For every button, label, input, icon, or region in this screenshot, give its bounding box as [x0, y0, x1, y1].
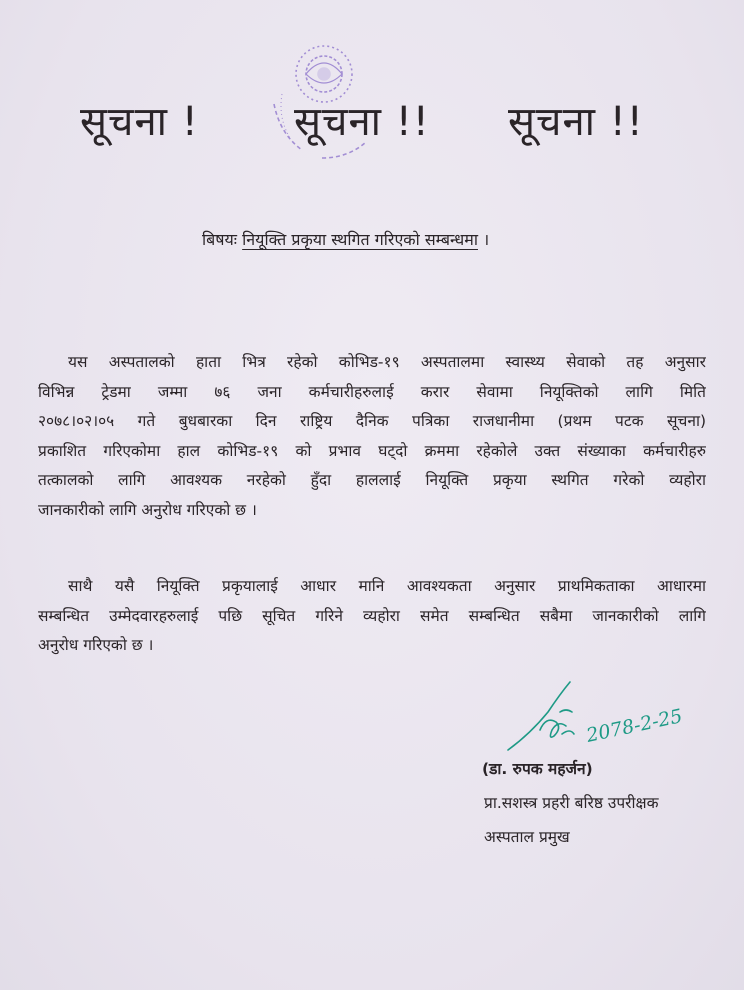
heading-notice-3: सूचना !! [508, 99, 644, 145]
heading-notice-2: सूचना !! [294, 99, 430, 145]
paragraph-line: विभिन्न ट्रेडमा जम्मा ७६ जना कर्मचारीहरुलाई करार सेवामा नियूक्तिको लागि मिति [38, 382, 706, 401]
paragraph-line: अनुरोध गरिएको छ । [38, 636, 154, 655]
subject-label: बिषयः [202, 230, 238, 249]
signatory-block [484, 752, 659, 854]
signatory-name: (डा. रुपक महर्जन) [482, 760, 593, 778]
paragraph-line: यस अस्पतालको हाता भित्र रहेको कोभिड-१९ अस्पतालमा स्वास्थ्य सेवाको तह अनुसार [68, 353, 706, 371]
paragraph-1 [38, 348, 706, 526]
paragraph-2 [38, 572, 706, 661]
paragraph-line: सम्बन्धित उम्मेदवारहरुलाई पछि सूचित गरिने व्यहोरा समेत सम्बन्धित सबैमा जानकारीको लागि [38, 606, 706, 625]
subject-end-mark: । [483, 230, 490, 249]
heading-notice-1: सूचना ! [80, 99, 199, 145]
handwritten-signature [500, 676, 710, 756]
subject-line [202, 228, 489, 250]
signatory-role: अस्पताल प्रमुख [484, 828, 570, 846]
signature-date: 2078-2-25 [584, 705, 685, 747]
paragraph-line: तत्कालको लागि आवश्यक नरहेको हुँदा हाललाई नियूक्ति प्रकृया स्थगित गरेको व्यहोरा [38, 471, 706, 490]
signatory-title: प्रा.सशस्त्र प्रहरी बरिष्ठ उपरीक्षक [484, 794, 659, 812]
paragraph-line: जानकारीको लागि अनुरोध गरिएको छ । [38, 500, 257, 519]
subject-text: नियूक्ति प्रकृया स्थगित गरिएको सम्बन्धमा [242, 230, 478, 249]
paragraph-line: प्रकाशित गरिएकोमा हाल कोभिड-१९ को प्रभाव घट्दो क्रममा रहेकोले उक्त संख्याका कर्मचारीहरु [38, 441, 706, 460]
paragraph-line: २०७८।०२।०५ गते बुधबारका दिन राष्ट्रिय दैनिक पत्रिका राजधानीमा (प्रथम पटक सूचना) [38, 412, 706, 431]
paragraph-line: साथै यसै नियूक्ति प्रकृयालाई आधार मानि आवश्यकता अनुसार प्राथमिकताका आधारमा [68, 577, 706, 595]
